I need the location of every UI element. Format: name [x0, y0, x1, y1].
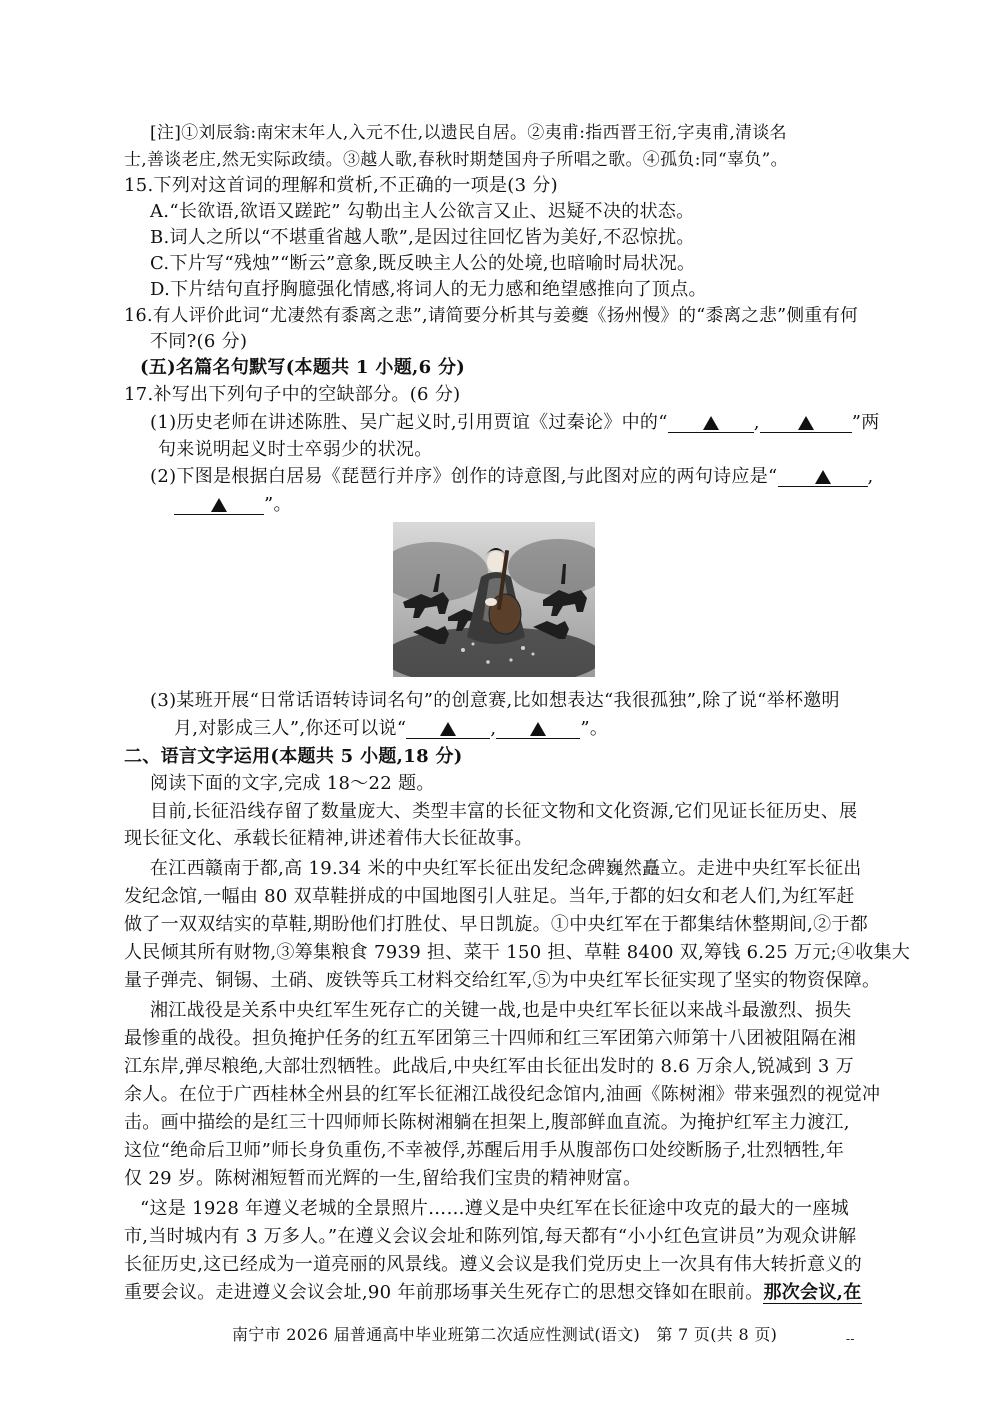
triangle-icon — [211, 498, 227, 512]
q15-stem: 15.下列对这首词的理解和赏析,不正确的一项是(3 分) — [124, 175, 558, 196]
passage-line: “这是 1928 年遵义老城的全景照片……遵义是中央红军在长征途中攻克的最大的一座城 — [140, 1198, 850, 1219]
answer-blank[interactable] — [778, 464, 868, 487]
triangle-icon — [798, 416, 814, 430]
passage-line: 在江西赣南于都,高 19.34 米的中央红军长征出发纪念碑巍然矗立。走进中央红军长征出 — [150, 858, 862, 879]
triangle-icon — [815, 470, 831, 484]
q17-part2-line1 — [150, 464, 874, 490]
q17-part2-end: ”。 — [264, 494, 292, 515]
passage-line: 击。画中描绘的是红三十四师师长陈树湘躺在担架上,腹部鲜血直流。为掩护红军主力渡江, — [124, 1112, 850, 1133]
q17-part1-text-b: ”两 — [851, 412, 880, 433]
q17-part1-text-a: (1)历史老师在讲述陈胜、吴广起义时,引用贾谊《过秦论》中的“ — [150, 412, 668, 433]
passage-line — [124, 1280, 862, 1306]
triangle-icon — [530, 722, 546, 736]
page-footer: 南宁市 2026 届普通高中毕业班第二次适应性测试(语文) 第 7 页(共 8 页) — [232, 1325, 778, 1344]
passage-last-text: 重要会议。走进遵义会议会址,90 年前那场事关生死存亡的思想交锋如在眼前。 — [124, 1282, 764, 1303]
q17-part1-line1 — [150, 410, 880, 436]
q17-part1-line2: 句来说明起义时士卒弱少的状况。 — [158, 439, 433, 460]
note-line-1: [注]①刘辰翁:南宋末年人,入元不仕,以遗民自居。②夷甫:指西晋王衍,字夷甫,清谈名 — [150, 123, 787, 143]
passage-line: 目前,长征沿线存留了数量庞大、类型丰富的长征文物和文化资源,它们见证长征历史、展 — [150, 801, 858, 822]
q15-option-b: B.词人之所以“不堪重省越人歌”,是因过往回忆皆为美好,不忍惊扰。 — [150, 227, 695, 248]
passage-line: 发纪念馆,一幅由 80 双草鞋拼成的中国地图引人驻足。当年,于都的妇女和老人们,为红军赶 — [124, 886, 855, 907]
q17-part3-text-b: 月,对影成三人”,你还可以说“ — [174, 718, 407, 739]
passage-line: 市,当时城内有 3 万多人。”在遵义会议会址和陈列馆,每天都有“小小红色宣讲员”为观众讲解 — [124, 1226, 857, 1247]
footer-mark: -- — [846, 1332, 855, 1346]
answer-blank[interactable] — [668, 410, 754, 433]
q17-part1-sep: , — [753, 412, 760, 433]
q17-part2-line2 — [174, 492, 292, 518]
passage-line: 量子弹壳、铜锡、土硝、废铁等兵工材料交给红军,⑤为中央红军长征实现了坚实的物资保障。 — [124, 970, 881, 991]
section-2-intro: 阅读下面的文字,完成 18～22 题。 — [150, 773, 435, 794]
q17-part3-line1: (3)某班开展“日常话语转诗词名句”的创意赛,比如想表达“我很孤独”,除了说“举杯邀明 — [150, 690, 840, 711]
passage-line: 余人。在位于广西桂林全州县的红军长征湘江战役纪念馆内,油画《陈树湘》带来强烈的视觉冲 — [124, 1084, 881, 1105]
q16-line-1: 16.有人评价此词“尤凄然有黍离之悲”,请简要分析其与姜夔《扬州慢》的“黍离之悲”侧重有何 — [124, 306, 859, 326]
q15-option-d: D.下片结句直抒胸臆强化情感,将词人的无力感和绝望感推向了顶点。 — [150, 279, 707, 300]
q17-part2-sep: , — [867, 466, 874, 487]
q17-part3-line2 — [174, 716, 608, 742]
q15-option-c: C.下片写“残烛”“断云”意象,既反映主人公的处境,也暗喻时局状况。 — [150, 253, 696, 274]
q17-part2-text-a: (2)下图是根据白居易《琵琶行并序》创作的诗意图,与此图对应的两句诗应是“ — [150, 466, 778, 487]
answer-blank[interactable] — [174, 492, 264, 515]
answer-blank[interactable] — [496, 716, 580, 739]
q15-option-a: A.“长欲语,欲语又蹉跎” 勾勒出主人公欲言又止、迟疑不决的状态。 — [150, 201, 695, 222]
answer-blank[interactable] — [760, 410, 852, 433]
note-line-2: 士,善谈老庄,然无实际政绩。③越人歌,春秋时期楚国舟子所唱之歌。④孤负:同“辜负”。 — [124, 150, 788, 170]
answer-blank[interactable] — [406, 716, 490, 739]
passage-line: 最惨重的战役。担负掩护任务的红五军团第三十四师和红三军团第六师第十八团被阻隔在湘 — [124, 1028, 856, 1049]
q17-part3-end: ”。 — [580, 718, 609, 739]
passage-line: 仅 29 岁。陈树湘短暂而光辉的一生,留给我们宝贵的精神财富。 — [124, 1168, 642, 1189]
triangle-icon — [440, 722, 456, 736]
section-2-title: 二、语言文字运用(本题共 5 小题,18 分) — [124, 746, 463, 767]
section-5-title: (五)名篇名句默写(本题共 1 小题,6 分) — [140, 357, 466, 378]
passage-line: 做了一双双结实的草鞋,期盼他们打胜仗、早日凯旋。①中央红军在于都集结休整期间,②于都 — [124, 914, 869, 935]
passage-underlined-tail: 那次会议,在 — [763, 1282, 862, 1303]
triangle-icon — [703, 416, 719, 430]
q17-part3-sep: , — [490, 718, 497, 739]
passage-line: 这位“绝命后卫师”师长身负重伤,不幸被俘,苏醒后用手从腹部伤口处绞断肠子,壮烈牺牲,年 — [124, 1140, 845, 1161]
q16-line-2: 不同?(6 分) — [150, 331, 248, 352]
passage-line: 长征历史,这已经成为一道亮丽的风景线。遵义会议是我们党历史上一次具有伟大转折意义的 — [124, 1254, 863, 1275]
passage-line: 湘江战役是关系中央红军生死存亡的关键一战,也是中央红军长征以来战斗最激烈、损失 — [150, 1000, 852, 1021]
passage-line: 江东岸,弹尽粮绝,大部壮烈牺牲。此战后,中央红军由长征出发时的 8.6 万余人,锐减到 3 万 — [124, 1056, 854, 1077]
passage-line: 现长征文化、承载长征精神,讲述着伟大长征故事。 — [124, 828, 533, 849]
passage-line: 人民倾其所有财物,③筹集粮食 7939 担、菜干 150 担、草鞋 8400 双,筹钱 6.25 万元;④收集大 — [124, 942, 911, 963]
q17-stem: 17.补写出下列句子中的空缺部分。(6 分) — [124, 384, 461, 405]
pipa-painting-illustration — [393, 522, 595, 677]
